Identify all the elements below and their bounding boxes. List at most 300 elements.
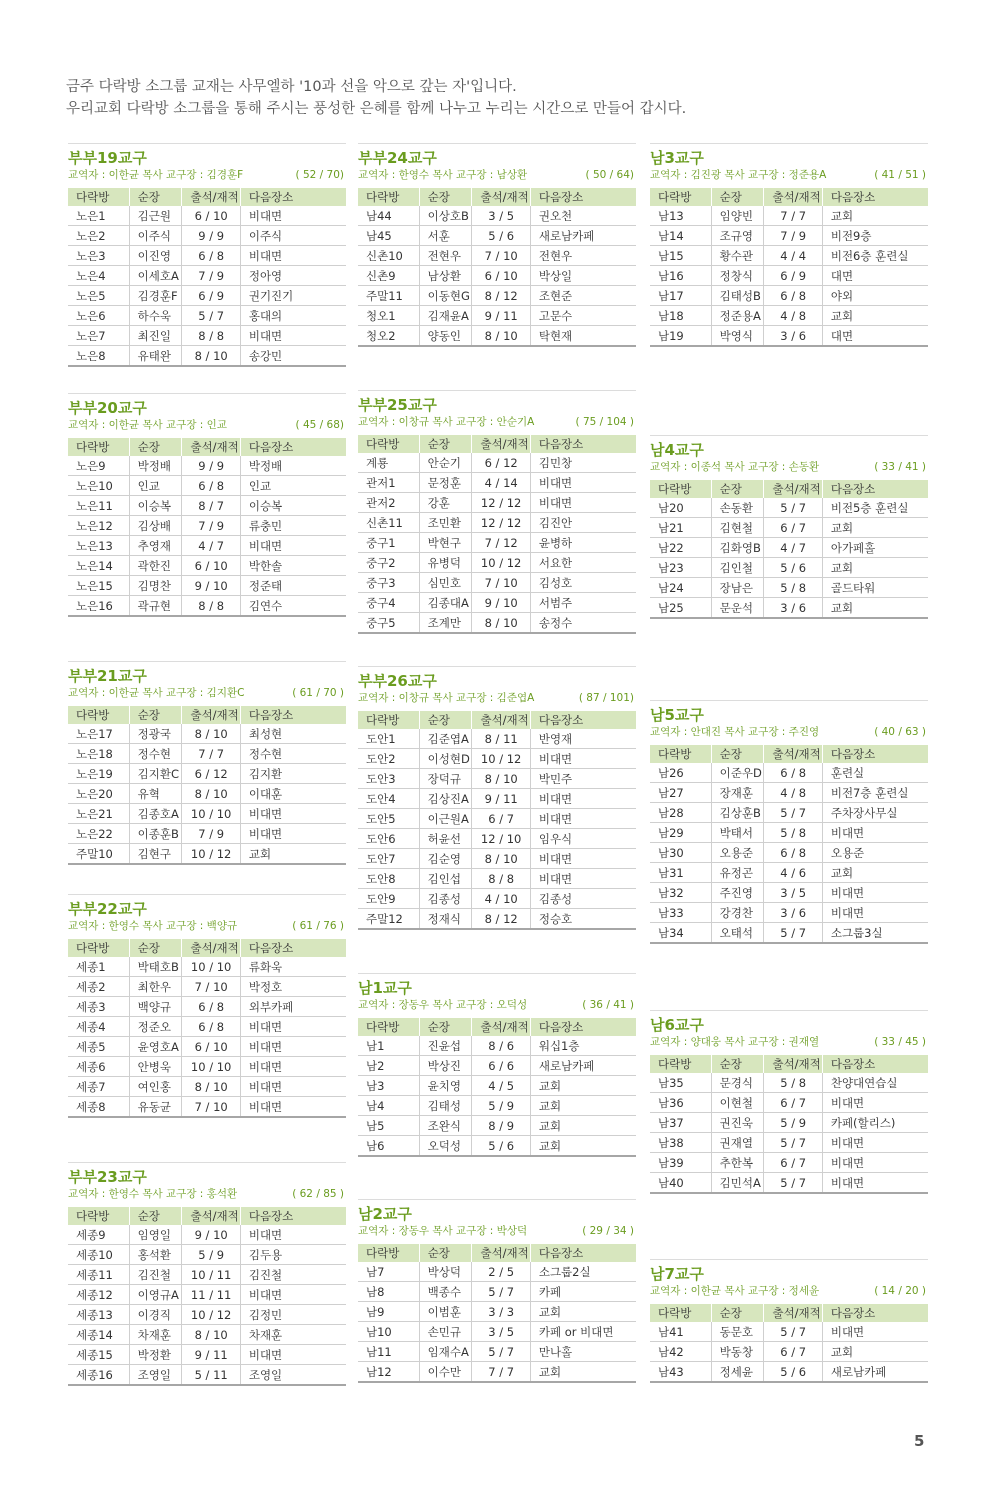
table-row: [68, 516, 346, 536]
room-cell: 관저2: [358, 493, 419, 513]
table-row: [650, 1133, 928, 1153]
table-row: [68, 596, 346, 617]
column-header: 다음장소: [240, 188, 346, 206]
table-row: [68, 724, 346, 744]
leader-cell: 이동현G: [419, 286, 472, 306]
room-cell: 도안8: [358, 869, 419, 889]
group-table: [68, 706, 346, 865]
place-cell: 비전7층 훈련실: [822, 783, 928, 803]
column-header: 다음장소: [530, 435, 636, 453]
table-row: [358, 1036, 636, 1056]
room-cell: 세종2: [68, 977, 129, 997]
table-row: [68, 844, 346, 865]
table-row: [650, 1362, 928, 1383]
table-row: [358, 266, 636, 286]
table-row: [68, 536, 346, 556]
attendance-cell: 8 / 9: [472, 1116, 530, 1136]
place-cell: 서범주: [530, 593, 636, 613]
place-cell: 박상일: [530, 266, 636, 286]
column-header: 출석/재적: [764, 745, 822, 763]
place-cell: 비대면: [240, 804, 346, 824]
column-header: 순장: [711, 188, 764, 206]
leader-cell: 이영규A: [129, 1285, 182, 1305]
district-title: 남5교구: [650, 706, 704, 724]
place-cell: 비전9층: [822, 226, 928, 246]
table-row: [68, 346, 346, 367]
district-title: 남6교구: [650, 1016, 704, 1034]
attendance-total: ( 75 / 104 ): [575, 416, 634, 428]
table-row: [68, 1037, 346, 1057]
attendance-cell: 9 / 10: [472, 593, 530, 613]
pastor-leader-info: 교역자 : 이한균 목사 교구장 : 김지환C: [68, 687, 245, 699]
place-cell: 비대면: [240, 1017, 346, 1037]
leader-cell: 조규영: [711, 226, 764, 246]
room-cell: 남23: [650, 558, 711, 578]
place-cell: 교회: [822, 1342, 928, 1362]
district-title: 부부21교구: [68, 667, 147, 685]
attendance-cell: 8 / 10: [182, 1077, 240, 1097]
leader-cell: 권재열: [711, 1133, 764, 1153]
room-cell: 남9: [358, 1302, 419, 1322]
table-row: [358, 1282, 636, 1302]
place-cell: 만나홀: [530, 1342, 636, 1362]
leader-cell: 조완식: [419, 1116, 472, 1136]
attendance-cell: 8 / 8: [472, 869, 530, 889]
place-cell: 비대면: [530, 473, 636, 493]
leader-cell: 김경훈F: [129, 286, 182, 306]
district-title: 부부23교구: [68, 1168, 147, 1186]
leader-cell: 이범훈: [419, 1302, 472, 1322]
column-header: 순장: [419, 1018, 472, 1036]
attendance-cell: 5 / 6: [764, 1362, 822, 1383]
attendance-total: ( 36 / 41 ): [582, 999, 634, 1011]
room-cell: 남45: [358, 226, 419, 246]
attendance-cell: 10 / 10: [182, 1057, 240, 1077]
column-header: 출석/재적: [764, 480, 822, 498]
room-cell: 신촌10: [358, 246, 419, 266]
attendance-cell: 6 / 12: [472, 453, 530, 473]
leader-cell: 김명찬: [129, 576, 182, 596]
room-cell: 도안6: [358, 829, 419, 849]
place-cell: 외부카페: [240, 997, 346, 1017]
place-cell: 비대면: [530, 493, 636, 513]
leader-cell: 유병덕: [419, 553, 472, 573]
column-header: 다락방: [358, 711, 419, 729]
column-header: 순장: [419, 435, 472, 453]
place-cell: 소그룹2실: [530, 1262, 636, 1282]
room-cell: 노은5: [68, 286, 129, 306]
attendance-cell: 6 / 8: [764, 843, 822, 863]
table-row: [358, 1116, 636, 1136]
leader-cell: 김태성B: [711, 286, 764, 306]
room-cell: 노은6: [68, 306, 129, 326]
place-cell: 고문수: [530, 306, 636, 326]
column-header: 출석/재적: [182, 188, 240, 206]
table-row: [68, 1325, 346, 1345]
column-header: 순장: [129, 438, 182, 456]
pastor-leader-info: 교역자 : 이창규 목사 교구장 : 김준엽A: [358, 692, 535, 704]
district-title: 남1교구: [358, 979, 412, 997]
attendance-cell: 7 / 9: [764, 226, 822, 246]
column-header: 다음장소: [822, 745, 928, 763]
table-row: [650, 498, 928, 518]
room-cell: 주말10: [68, 844, 129, 865]
place-cell: 비대면: [530, 809, 636, 829]
room-cell: 주말11: [358, 286, 419, 306]
place-cell: 김진철: [240, 1265, 346, 1285]
leader-cell: 서훈: [419, 226, 472, 246]
table-row: [358, 769, 636, 789]
place-cell: 교회: [530, 1096, 636, 1116]
room-cell: 세종16: [68, 1365, 129, 1386]
attendance-cell: 5 / 9: [764, 1113, 822, 1133]
table-row: [68, 576, 346, 596]
column-header: 출석/재적: [182, 706, 240, 724]
room-cell: 관저1: [358, 473, 419, 493]
place-cell: 교회: [822, 598, 928, 619]
room-cell: 남41: [658, 1324, 684, 1339]
district-title: 남3교구: [650, 149, 704, 167]
place-cell: 김진안: [530, 513, 636, 533]
pastor-leader-info: 교역자 : 한영수 목사 교구장 : 홍석환: [68, 1188, 238, 1200]
column-header: 다락방: [68, 1207, 129, 1225]
place-cell: 이주식: [240, 226, 346, 246]
table-row: [358, 1076, 636, 1096]
attendance-cell: 4 / 10: [472, 889, 530, 909]
room-cell: 남25: [650, 598, 711, 619]
table-row: [68, 1245, 346, 1265]
table-row: [650, 823, 928, 843]
table-row: [650, 1322, 928, 1342]
attendance-cell: 6 / 6: [472, 1056, 530, 1076]
room-cell: 노은12: [68, 516, 129, 536]
attendance-cell: 10 / 12: [182, 844, 240, 865]
room-cell: 세종14: [68, 1325, 129, 1345]
attendance-cell: 10 / 10: [182, 804, 240, 824]
attendance-total: ( 33 / 45 ): [874, 1036, 926, 1048]
room-cell: 세종6: [68, 1057, 129, 1077]
place-cell: 비대면: [240, 1077, 346, 1097]
place-cell: 워십1층: [530, 1036, 636, 1056]
attendance-total: ( 40 / 63 ): [874, 726, 926, 738]
pastor-leader-info: 교역자 : 이한균 목사 교구장 : 김경훈F: [68, 169, 244, 181]
attendance-cell: 8 / 10: [472, 769, 530, 789]
table-row: [650, 578, 928, 598]
district-subtitle: [650, 167, 928, 183]
leader-cell: 동문호: [711, 1322, 764, 1342]
column-header: 출석/재적: [472, 711, 530, 729]
intro-line-2: 우리교회 다락방 소그룹을 통해 주시는 풍성한 은혜를 함께 나누고 누리는 시간으로 만들어 갑시다.: [66, 101, 687, 117]
table-row: [358, 453, 636, 473]
room-cell: 남1: [366, 1038, 385, 1053]
place-cell: 탁현재: [530, 326, 636, 347]
leader-cell: 최한우: [129, 977, 182, 997]
table-row: [358, 809, 636, 829]
group-table: [68, 188, 346, 367]
room-cell: 남35: [658, 1075, 684, 1090]
table-row: [650, 783, 928, 803]
column-header: 다락방: [358, 1244, 419, 1262]
place-cell: 송강민: [240, 346, 346, 367]
room-cell: 남34: [650, 923, 711, 944]
column-header: 출석/재적: [182, 1207, 240, 1225]
intro-line-1: 금주 다락방 소그룹 교재는 사무엘하 '10과 선을 악으로 갚는 자'입니다.: [66, 79, 517, 95]
table-row: [358, 226, 636, 246]
leader-cell: 문경식: [711, 1073, 764, 1093]
table-row: [650, 266, 928, 286]
group-table: [650, 188, 928, 347]
leader-cell: 황수관: [711, 246, 764, 266]
table-row: [358, 1342, 636, 1362]
table-row: [358, 729, 636, 749]
place-cell: 카페 or 비대면: [530, 1322, 636, 1342]
leader-cell: 박상덕: [419, 1262, 472, 1282]
leader-cell: 김순영: [419, 849, 472, 869]
table-row: [358, 889, 636, 909]
place-cell: 박정배: [240, 456, 346, 476]
place-cell: 교회: [822, 518, 928, 538]
leader-cell: 김종호A: [129, 804, 182, 824]
room-cell: 세종1: [76, 959, 106, 974]
leader-cell: 정수현: [129, 744, 182, 764]
place-cell: 비전6층 훈련실: [822, 246, 928, 266]
attendance-cell: 5 / 7: [472, 1282, 530, 1302]
table-row: [68, 286, 346, 306]
place-cell: 비대면: [240, 1037, 346, 1057]
room-cell: 노은18: [68, 744, 129, 764]
district-title: 부부20교구: [68, 399, 147, 417]
attendance-cell: 7 / 10: [182, 1097, 240, 1118]
room-cell: 세종15: [68, 1345, 129, 1365]
district-subtitle: [68, 167, 346, 183]
place-cell: 김두용: [240, 1245, 346, 1265]
room-cell: 도안3: [358, 769, 419, 789]
column-header: 다음장소: [530, 1244, 636, 1262]
leader-cell: 이진영: [129, 246, 182, 266]
leader-cell: 문정훈: [419, 473, 472, 493]
table-row: [650, 863, 928, 883]
table-row: [650, 763, 928, 783]
attendance-cell: 5 / 7: [764, 923, 822, 944]
place-cell: 전현우: [530, 246, 636, 266]
leader-cell: 장덕규: [419, 769, 472, 789]
table-row: [650, 843, 928, 863]
pastor-leader-info: 교역자 : 장동우 목사 교구장 : 오덕성: [358, 999, 528, 1011]
attendance-cell: 6 / 7: [472, 809, 530, 829]
district-group: [68, 143, 346, 367]
room-cell: 남36: [650, 1093, 711, 1113]
table-row: [650, 226, 928, 246]
district-group: [650, 700, 928, 944]
attendance-cell: 9 / 10: [182, 1225, 240, 1245]
attendance-cell: 6 / 10: [182, 206, 240, 226]
attendance-cell: 3 / 6: [764, 903, 822, 923]
room-cell: 남24: [650, 578, 711, 598]
attendance-cell: 3 / 5: [472, 1322, 530, 1342]
attendance-cell: 8 / 10: [182, 724, 240, 744]
place-cell: 이대훈: [240, 784, 346, 804]
place-cell: 서요한: [530, 553, 636, 573]
table-row: [68, 556, 346, 576]
attendance-cell: 4 / 8: [764, 783, 822, 803]
leader-cell: 박영식: [711, 326, 764, 347]
attendance-total: ( 52 / 70): [295, 169, 344, 181]
leader-cell: 김태성: [419, 1096, 472, 1116]
room-cell: 도안9: [358, 889, 419, 909]
attendance-cell: 7 / 12: [472, 533, 530, 553]
attendance-cell: 4 / 4: [764, 246, 822, 266]
leader-cell: 김민석A: [711, 1173, 764, 1194]
table-row: [358, 326, 636, 347]
attendance-cell: 5 / 7: [764, 803, 822, 823]
leader-cell: 김상진A: [419, 789, 472, 809]
place-cell: 권오천: [530, 206, 636, 226]
place-cell: 오용준: [822, 843, 928, 863]
place-cell: 박정호: [240, 977, 346, 997]
room-cell: 남2: [358, 1056, 419, 1076]
place-cell: 야외: [822, 286, 928, 306]
attendance-cell: 8 / 8: [182, 326, 240, 346]
place-cell: 교회: [530, 1116, 636, 1136]
attendance-cell: 5 / 8: [764, 1073, 822, 1093]
room-cell: 노은21: [68, 804, 129, 824]
leader-cell: 강훈: [419, 493, 472, 513]
attendance-cell: 9 / 11: [182, 1345, 240, 1365]
column-header: 다락방: [650, 480, 711, 498]
leader-cell: 손민규: [419, 1322, 472, 1342]
room-cell: 남21: [650, 518, 711, 538]
place-cell: 교회: [822, 863, 928, 883]
pastor-leader-info: 교역자 : 이창규 목사 교구장 : 안순기A: [358, 416, 535, 428]
table-row: [358, 206, 636, 226]
table-row: [358, 1096, 636, 1116]
attendance-cell: 7 / 9: [182, 516, 240, 536]
attendance-total: ( 41 / 51 ): [874, 169, 926, 181]
leader-cell: 조민환: [419, 513, 472, 533]
column-header: 다음장소: [530, 1018, 636, 1036]
place-cell: 비대면: [822, 1322, 928, 1342]
room-cell: 신촌11: [358, 513, 419, 533]
leader-cell: 백양규: [129, 997, 182, 1017]
attendance-cell: 12 / 12: [472, 493, 530, 513]
place-cell: 새로남카페: [822, 1362, 928, 1383]
place-cell: 비대면: [822, 1133, 928, 1153]
room-cell: 노은4: [68, 266, 129, 286]
column-header: 출석/재적: [472, 1018, 530, 1036]
column-header: 출석/재적: [182, 438, 240, 456]
table-row: [68, 824, 346, 844]
attendance-cell: 3 / 5: [764, 883, 822, 903]
place-cell: 비전5층 훈련실: [822, 498, 928, 518]
room-cell: 세종4: [68, 1017, 129, 1037]
column-header: 순장: [129, 1207, 182, 1225]
attendance-cell: 12 / 10: [472, 829, 530, 849]
attendance-cell: 4 / 5: [472, 1076, 530, 1096]
room-cell: 세종3: [68, 997, 129, 1017]
pastor-leader-info: 교역자 : 한영수 목사 교구장 : 남상환: [358, 169, 528, 181]
leader-cell: 임영일: [129, 1225, 182, 1245]
attendance-cell: 10 / 10: [182, 957, 240, 977]
room-cell: 노은22: [68, 824, 129, 844]
place-cell: 비대면: [530, 849, 636, 869]
table-row: [358, 1322, 636, 1342]
attendance-cell: 4 / 7: [182, 536, 240, 556]
table-row: [68, 266, 346, 286]
district-subtitle: [68, 417, 346, 433]
place-cell: 김성호: [530, 573, 636, 593]
attendance-cell: 5 / 6: [472, 1136, 530, 1157]
table-row: [358, 909, 636, 930]
page-number: 5: [914, 1432, 925, 1450]
table-row: [68, 997, 346, 1017]
place-cell: 박한솔: [240, 556, 346, 576]
attendance-total: ( 50 / 64): [585, 169, 634, 181]
table-row: [358, 473, 636, 493]
district-subtitle: [358, 167, 636, 183]
leader-cell: 김현구: [129, 844, 182, 865]
attendance-cell: 5 / 11: [182, 1365, 240, 1386]
column-header: 다락방: [68, 706, 129, 724]
room-cell: 노은8: [68, 346, 129, 367]
leader-cell: 허윤선: [419, 829, 472, 849]
table-row: [358, 789, 636, 809]
table-row: [68, 764, 346, 784]
leader-cell: 박현구: [419, 533, 472, 553]
leader-cell: 김상훈B: [711, 803, 764, 823]
table-row: [650, 803, 928, 823]
leader-cell: 임양빈: [711, 206, 764, 226]
place-cell: 임우식: [530, 829, 636, 849]
table-row: [68, 476, 346, 496]
room-cell: 세종8: [68, 1097, 129, 1118]
attendance-cell: 6 / 8: [764, 286, 822, 306]
place-cell: 류화욱: [240, 957, 346, 977]
district-group: [650, 1259, 928, 1383]
place-cell: 이승복: [240, 496, 346, 516]
leader-cell: 김재윤A: [419, 306, 472, 326]
attendance-cell: 5 / 7: [764, 1133, 822, 1153]
leader-cell: 이종훈B: [129, 824, 182, 844]
attendance-cell: 6 / 8: [764, 763, 822, 783]
leader-cell: 정창식: [711, 266, 764, 286]
room-cell: 남29: [650, 823, 711, 843]
table-row: [68, 957, 346, 977]
attendance-cell: 2 / 5: [472, 1262, 530, 1282]
district-subtitle: [650, 459, 928, 475]
district-subtitle: [650, 724, 928, 740]
table-row: [358, 613, 636, 634]
attendance-cell: 8 / 12: [472, 286, 530, 306]
group-table: [358, 1018, 636, 1157]
column-header: 다음장소: [240, 1207, 346, 1225]
table-row: [358, 493, 636, 513]
table-row: [650, 1153, 928, 1173]
room-cell: 노은20: [68, 784, 129, 804]
group-table: [650, 480, 928, 619]
column-header: 순장: [711, 480, 764, 498]
room-cell: 남37: [650, 1113, 711, 1133]
column-header: 순장: [129, 188, 182, 206]
column-header: 출석/재적: [472, 188, 530, 206]
table-row: [68, 804, 346, 824]
attendance-cell: 10 / 12: [472, 749, 530, 769]
place-cell: 김지환: [240, 764, 346, 784]
leader-cell: 진윤섭: [419, 1036, 472, 1056]
table-row: [650, 903, 928, 923]
place-cell: 교회: [822, 558, 928, 578]
district-group: [358, 390, 636, 634]
leader-cell: 오용준: [711, 843, 764, 863]
